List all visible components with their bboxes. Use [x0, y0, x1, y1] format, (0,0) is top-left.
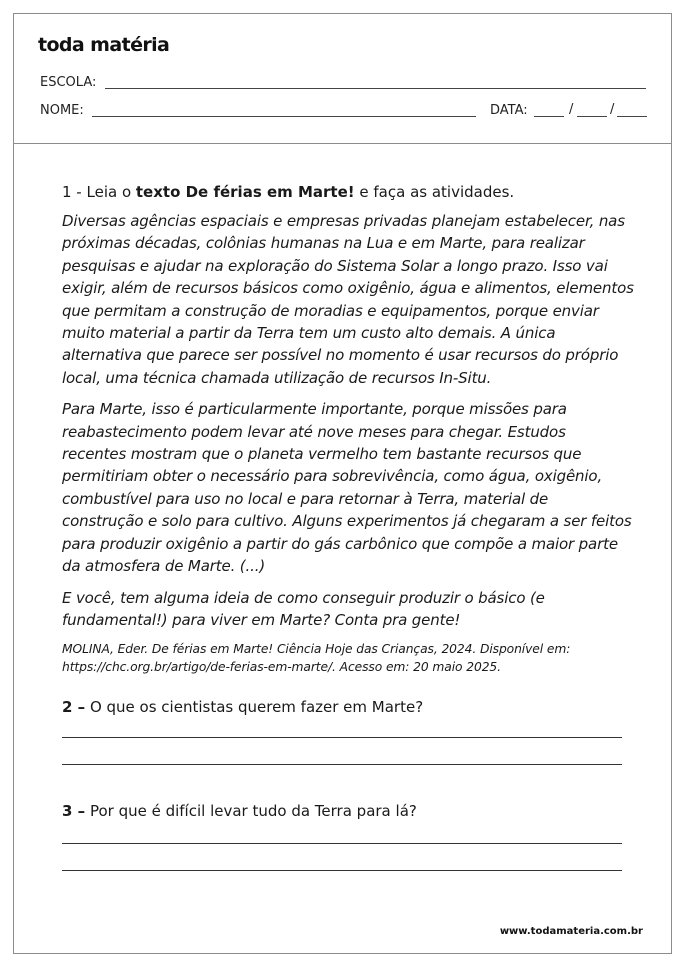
answer-line[interactable]	[62, 843, 622, 844]
text-title: texto De férias em Marte!	[135, 183, 355, 201]
question-3-text: Por que é difícil levar tudo da Terra para lá?	[85, 802, 417, 821]
worksheet-page	[13, 13, 672, 954]
question-1-suffix: e faça as atividades.	[354, 183, 515, 201]
date-separator: /	[610, 102, 615, 117]
text-paragraph: Para Marte, isso é particularmente importante, porque missões para reabastecimento podem levar até nove meses para chegar. Estudos recentes mostram que o planeta vermelho tem bastante recursos que permitiriam obter o necessário para sobrevivência, como água, oxigênio, combustível para uso no local e para retornar à Terra, material de construção e solo para cultivo. Alguns experimentos já chegaram a ser feitos para produzir oxigênio a partir do gás carbônico que compõe a maior parte da atmosfera de Marte. (...)	[62, 400, 632, 576]
answer-line[interactable]	[62, 764, 622, 765]
school-label: ESCOLA:	[40, 75, 97, 90]
bibliographic-reference: MOLINA, Eder. De férias em Marte! Ciência Hoje das Crianças, 2024. Disponível em: https://chc.org.br/artigo/de-ferias-em-marte/. Acesso em: 20 maio 2025.	[62, 642, 571, 675]
date-day-line[interactable]	[534, 116, 564, 117]
footer-url[interactable]: www.todamateria.com.br	[499, 926, 643, 937]
answer-line[interactable]	[62, 737, 622, 738]
date-year-line[interactable]	[617, 116, 647, 117]
question-3-number: 3 –	[62, 802, 86, 821]
date-separator: /	[569, 102, 574, 117]
worksheet-content	[62, 182, 634, 871]
question-2	[62, 697, 634, 717]
date-label: DATA:	[490, 103, 528, 118]
text-paragraph: E você, tem alguma ideia de como conseguir produzir o básico (e fundamental!) para viver em Marte? Conta pra gente!	[62, 588, 545, 629]
question-3	[62, 801, 634, 821]
name-field-line[interactable]	[92, 116, 476, 117]
question-1-prefix: 1 - Leia o	[62, 183, 136, 201]
question-2-text: O que os cientistas querem fazer em Marte?	[85, 698, 424, 717]
name-label: NOME:	[40, 103, 84, 118]
date-month-line[interactable]	[577, 116, 607, 117]
question-2-number: 2 –	[62, 698, 86, 717]
text-paragraph: Diversas agências espaciais e empresas privadas planejam estabelecer, nas próximas décadas, colônias humanas na Lua e em Marte, para realizar pesquisas e ajudar na exploração do Sistema Solar a longo prazo. Isso vai exigir, além de recursos básicos como oxigênio, água e alimentos, elementos que permitam a construção de moradias e equipamentos, porque enviar muito material a partir da Terra tem um custo alto demais. A única alternativa que parece ser possível no momento é usar recursos do próprio local, uma técnica chamada utilização de recursos In-Situ.	[62, 212, 634, 387]
question-1	[62, 182, 634, 202]
worksheet-header	[14, 14, 671, 144]
brand-logo: toda matéria	[38, 34, 170, 56]
school-field-line[interactable]	[105, 88, 646, 89]
answer-line[interactable]	[62, 870, 622, 871]
